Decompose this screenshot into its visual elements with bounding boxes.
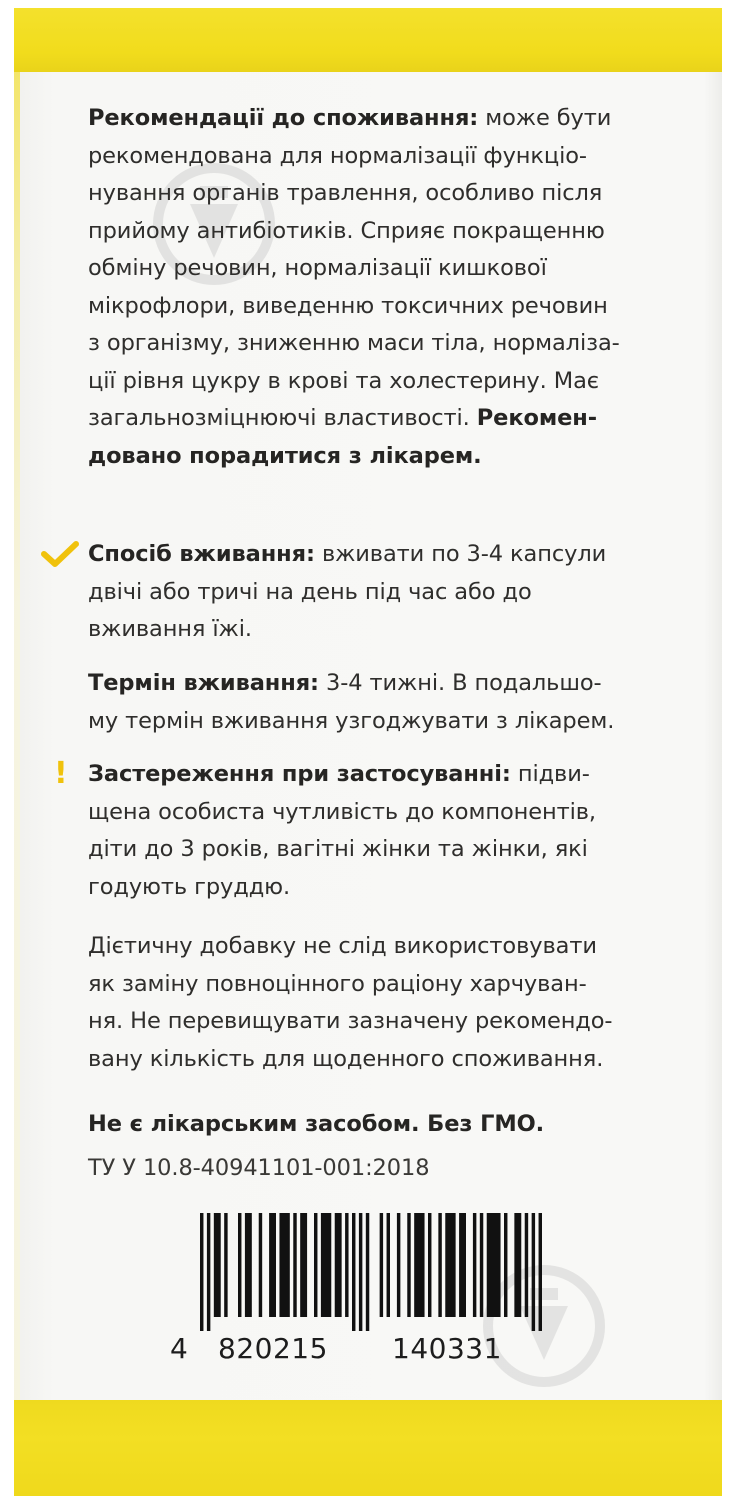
barcode-bar — [459, 1213, 466, 1317]
warnings-block — [88, 756, 658, 906]
barcode-bar — [428, 1213, 431, 1317]
text-line: ня. Не перевищувати зазначену рекомендо- — [88, 1008, 613, 1034]
text-line: му термін вживання узгоджувати з лікарем. — [88, 707, 615, 734]
barcode-bar — [214, 1213, 221, 1317]
barcode-bar — [480, 1213, 483, 1317]
text-line: обміну речовин, нормалізації кишкової — [88, 255, 547, 281]
text-line: Застереження при застосуванні: підви- — [88, 761, 590, 787]
barcode-digit-first: 4 — [170, 1332, 189, 1365]
barcode — [200, 1213, 542, 1331]
recommendations-block — [88, 100, 658, 475]
text-line: ції рівня цукру в крові та холестерину. Має — [88, 367, 600, 394]
text-line: з організму, зниженню маси тіла, нормаліза- — [88, 330, 620, 356]
barcode-bar — [224, 1213, 227, 1317]
barcode-bar — [487, 1213, 501, 1317]
note-block — [88, 928, 658, 1078]
barcode-bar — [366, 1213, 369, 1331]
barcode-bar — [359, 1213, 362, 1331]
barcode-bar — [525, 1213, 528, 1317]
barcode-bar — [207, 1213, 210, 1331]
text-line: Термін вживання: 3-4 тижні. В подальшо- — [88, 670, 602, 696]
barcode-bar — [380, 1213, 383, 1317]
barcode-bar — [335, 1213, 342, 1317]
barcode-bar — [407, 1213, 410, 1317]
text-line: щена особиста чутливість до компонентів, — [88, 798, 596, 825]
barcode-bar — [269, 1213, 276, 1317]
text-line: довано порадитися з лікарем. — [88, 442, 482, 469]
barcode-bar — [387, 1213, 390, 1317]
tu-code: ТУ У 10.8-40941101-001:2018 — [88, 1155, 430, 1181]
barcode-group-right: 140331 — [392, 1332, 502, 1365]
barcode-bar — [532, 1213, 535, 1331]
text-line: Дієтичну добавку не слід використовувати — [88, 933, 597, 959]
text-line: рекомендована для нормалізації функціо- — [88, 142, 587, 169]
text-line: Рекомендації до споживання: може бути — [88, 105, 612, 131]
left-edge-stripe — [14, 72, 20, 1400]
not-medicine-statement: Не є лікарським засобом. Без ГМО. — [88, 1111, 545, 1137]
checkmark-icon — [40, 540, 80, 568]
barcode-bar — [321, 1213, 331, 1317]
barcode-bar — [238, 1213, 241, 1317]
barcode-bar — [414, 1213, 424, 1317]
barcode-bar — [345, 1213, 348, 1317]
duration-block — [88, 665, 658, 740]
barcode-bar — [259, 1213, 262, 1317]
barcode-bar — [473, 1213, 476, 1317]
text-line: вану кількість для щоденного споживання. — [88, 1045, 604, 1072]
barcode-bar — [314, 1213, 317, 1317]
bottom-yellow-band — [14, 1400, 722, 1496]
text-line: як заміну повноцінного раціону харчуван- — [88, 970, 587, 997]
barcode-bar — [352, 1213, 355, 1331]
text-line: годують груддю. — [88, 873, 291, 900]
exclamation-icon: ! — [54, 756, 68, 791]
barcode-bar — [438, 1213, 441, 1317]
text-line: вживання їжі. — [88, 616, 252, 642]
text-line: нування органів травлення, особливо після — [88, 180, 603, 206]
barcode-bar — [514, 1213, 521, 1317]
duration-label: Термін вживання: — [88, 670, 319, 696]
usage-block — [88, 536, 658, 649]
warnings-label: Застереження при застосуванні: — [88, 761, 511, 787]
text-line: двічі або тричі на день під час або до — [88, 578, 532, 605]
text-line: Спосіб вживання: вживати по 3-4 капсули — [88, 541, 607, 567]
usage-label: Спосіб вживання: — [88, 541, 315, 567]
recommendations-label: Рекомендації до споживання: — [88, 105, 479, 131]
text-line: прийому антибіотиків. Сприяє покращенню — [88, 217, 605, 244]
barcode-bar — [300, 1213, 307, 1317]
top-yellow-band — [14, 8, 722, 72]
barcode-bar — [397, 1213, 400, 1317]
text-line: діти до 3 років, вагітні жінки та жінки, які — [88, 836, 588, 862]
barcode-bar — [504, 1213, 507, 1317]
text-line: загальнозміцнюючі властивості. Рекомен- — [88, 405, 597, 431]
barcode-bar — [279, 1213, 289, 1317]
barcode-bar — [293, 1213, 296, 1317]
barcode-bar — [245, 1213, 252, 1317]
barcode-bar — [445, 1213, 455, 1317]
barcode-bar — [539, 1213, 542, 1331]
barcode-group-left: 820215 — [218, 1332, 328, 1365]
text-line: мікрофлори, виведенню токсичних речовин — [88, 292, 608, 319]
barcode-bar — [200, 1213, 203, 1331]
